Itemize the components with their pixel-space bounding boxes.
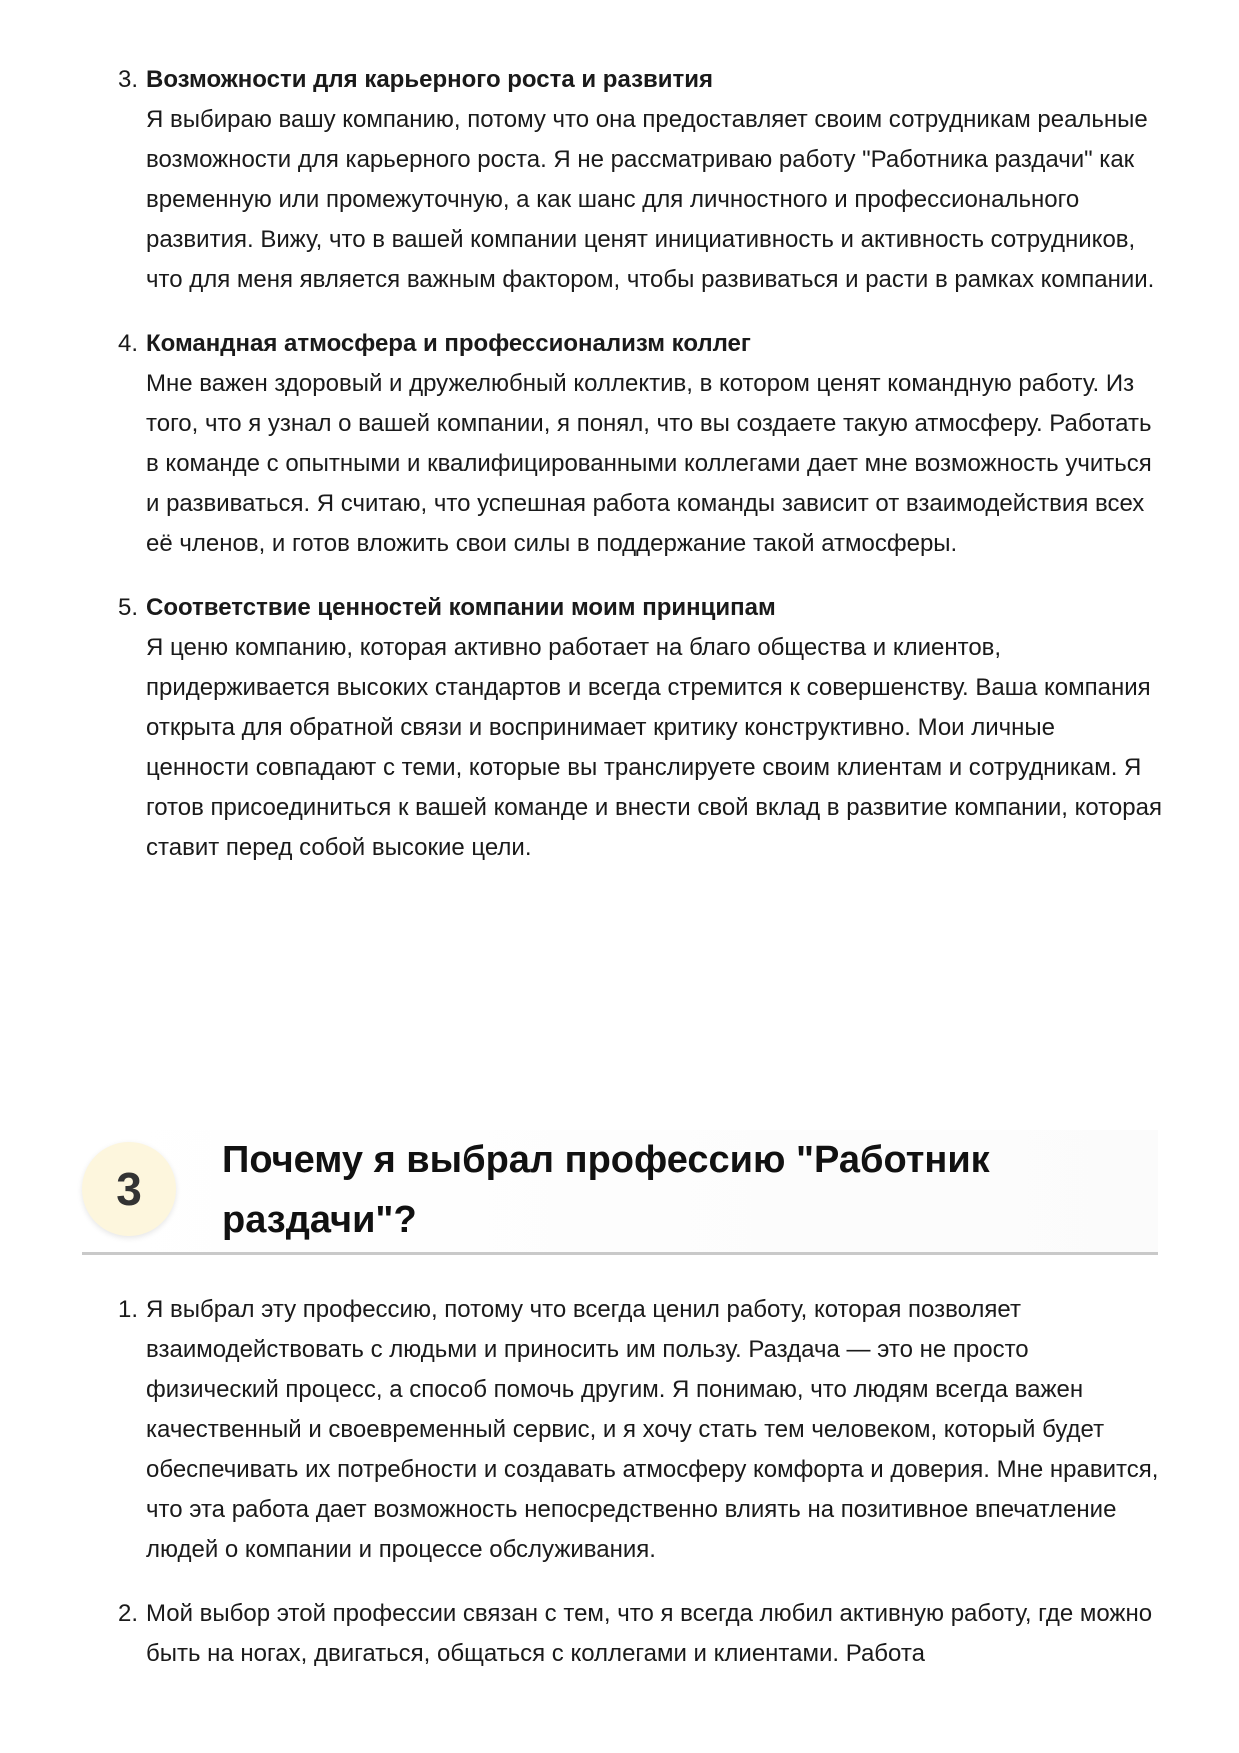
section-number-badge: 3 (82, 1142, 176, 1236)
list-item (118, 588, 1163, 868)
list-item-body: Я выбираю вашу компанию, потому что она предоставляет своим сотрудникам реальные возможности для карьерного роста. Я не рассматриваю работу "Работника раздачи" как временную или промежуточную, а как шанс для личностного и профессионального развития. Вижу, что в вашей компании ценят инициативность и активность сотрудников, что для меня является важным фактором, чтобы развиваться и расти в рамках компании. (146, 106, 1155, 293)
profession-reasons-list (118, 1290, 1163, 1674)
list-item-number: 2. (118, 1600, 139, 1627)
list-item-body: Мне важен здоровый и дружелюбный коллектив, в котором ценят командную работу. Из того, что я узнал о вашей компании, я понял, что вы создаете такую атмосферу. Работать в команде с опытными и квалифицированными коллегами дает мне возможность учиться и развиваться. Я считаю, что успешная работа команды зависит от взаимодействия всех её членов, и готов вложить свои силы в поддержание такой атмосферы. (146, 370, 1152, 557)
list-item-body: Я ценю компанию, которая активно работает на благо общества и клиентов, придерживается высоких стандартов и всегда стремится к совершенству. Ваша компания открыта для обратной связи и воспринимает критику конструктивно. Мои личные ценности совпадают с теми, которые вы транслируете своим клиентам и сотрудникам. Я готов присоединиться к вашей команде и внести свой вклад в развитие компании, которая ставит перед собой высокие цели. (146, 634, 1162, 861)
list-item (118, 324, 1163, 564)
list-item (118, 1290, 1163, 1570)
list-item-number: 4. (118, 330, 139, 357)
list-item-body: Мой выбор этой профессии связан с тем, что я всегда любил активную работу, где можно быть на ногах, двигаться, общаться с коллегами и клиентами. Работа (146, 1600, 1153, 1667)
list-item (118, 1594, 1163, 1674)
list-item-number: 5. (118, 594, 139, 621)
section-title: Почему я выбрал профессию "Работник раздачи"? (222, 1139, 990, 1241)
list-item (118, 60, 1163, 300)
list-item-number: 3. (118, 66, 139, 93)
reasons-list (118, 60, 1163, 868)
list-item-number: 1. (118, 1296, 139, 1323)
list-item-title: Возможности для карьерного роста и развития (146, 66, 714, 93)
list-item-body: Я выбрал эту профессию, потому что всегда ценил работу, которая позволяет взаимодействовать с людьми и приносить им пользу. Раздача — это не просто физический процесс, а способ помочь другим. Я понимаю, что людям всегда важен качественный и своевременный сервис, и я хочу стать тем человеком, который будет обеспечивать их потребности и создавать атмосферу комфорта и доверия. Мне нравится, что эта работа дает возможность непосредственно влиять на позитивное впечатление людей о компании и процессе обслуживания. (146, 1296, 1159, 1563)
list-item-title: Соответствие ценностей компании моим принципам (146, 594, 776, 621)
list-item-title: Командная атмосфера и профессионализм коллег (146, 330, 751, 357)
section-header (82, 1130, 1158, 1255)
